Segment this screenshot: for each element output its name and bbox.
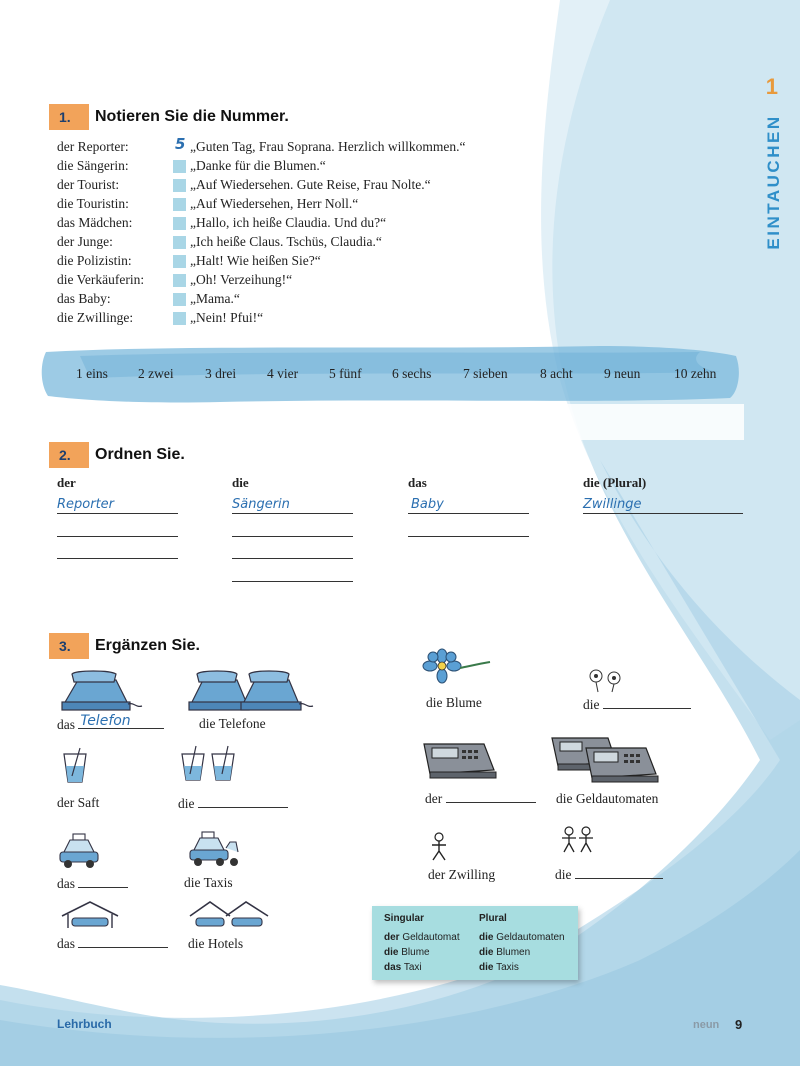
saft-caption: der Saft bbox=[57, 795, 100, 810]
hotels-caption: die Hotels bbox=[188, 936, 244, 951]
number-word: 2 zwei bbox=[138, 366, 174, 381]
answer-box[interactable] bbox=[173, 217, 186, 230]
chapter-number: 1 bbox=[765, 74, 778, 99]
telefone-caption: die Telefone bbox=[199, 716, 266, 731]
column-header-plural: die (Plural) bbox=[583, 475, 647, 490]
person-label: die Zwillinge: bbox=[57, 310, 134, 325]
number-word: 6 sechs bbox=[392, 366, 432, 381]
list-item bbox=[57, 135, 617, 158]
number-word: 4 vier bbox=[267, 366, 299, 381]
saefte-caption bbox=[178, 795, 288, 812]
list-item bbox=[57, 158, 617, 177]
article: die bbox=[555, 867, 572, 882]
answer-line[interactable] bbox=[232, 540, 353, 559]
article: das bbox=[57, 876, 75, 891]
person-label: das Mädchen: bbox=[57, 215, 133, 230]
hotel-caption bbox=[57, 935, 168, 952]
answer-line[interactable] bbox=[78, 935, 168, 948]
page-number: 9 bbox=[735, 1017, 743, 1032]
person-label: die Polizistin: bbox=[57, 253, 132, 268]
list-item bbox=[57, 215, 617, 234]
answer-line[interactable] bbox=[78, 875, 128, 888]
person-label: der Tourist: bbox=[57, 177, 120, 192]
answer-line[interactable] bbox=[198, 795, 288, 808]
quote-text: „Auf Wiedersehen. Gute Reise, Frau Nolte.“ bbox=[190, 177, 431, 192]
answer-line[interactable] bbox=[583, 495, 743, 514]
hotel-icon bbox=[60, 900, 120, 930]
answer-line[interactable] bbox=[78, 713, 164, 729]
number-word: 8 acht bbox=[540, 366, 573, 381]
exercise-2-badge: 2. bbox=[49, 442, 89, 468]
list-item bbox=[57, 272, 617, 291]
exercise-3-badge: 3. bbox=[49, 633, 89, 659]
singular-entry: der Geldautomat bbox=[384, 932, 460, 943]
quote-text: „Hallo, ich heiße Claudia. Und du?“ bbox=[190, 215, 387, 230]
answer-line[interactable] bbox=[57, 495, 178, 514]
taxis-caption: die Taxis bbox=[184, 875, 233, 890]
list-item bbox=[57, 253, 617, 272]
telephone-icon bbox=[58, 668, 144, 714]
person-label: die Touristin: bbox=[57, 196, 129, 211]
blume-caption: die Blume bbox=[426, 695, 482, 710]
taxi-caption bbox=[57, 875, 128, 892]
number-word: 5 fünf bbox=[329, 366, 362, 381]
answer-box[interactable] bbox=[173, 160, 186, 173]
grammar-box bbox=[372, 906, 578, 980]
flower-icon bbox=[424, 650, 492, 684]
example-answer: Sängerin bbox=[232, 497, 290, 512]
answer-box[interactable] bbox=[173, 274, 186, 287]
twins-icon bbox=[560, 826, 596, 854]
example-answer: Reporter bbox=[57, 497, 115, 512]
quote-text: „Guten Tag, Frau Soprana. Herzlich willkommen.“ bbox=[190, 139, 466, 154]
exercise-2-title: Ordnen Sie. bbox=[95, 446, 185, 463]
answer-line[interactable] bbox=[575, 866, 663, 879]
taxi-icon bbox=[58, 832, 100, 872]
example-answer: Zwillinge bbox=[583, 497, 642, 512]
exercise-3-title: Ergänzen Sie. bbox=[95, 637, 200, 654]
number-word: 3 drei bbox=[205, 366, 237, 381]
quote-text: „Oh! Verzeihung!“ bbox=[190, 272, 293, 287]
list-item bbox=[57, 196, 617, 215]
plural-entry: die Geldautomaten bbox=[479, 932, 565, 943]
telephones-icon bbox=[185, 668, 315, 714]
singular-entry: das Taxi bbox=[384, 962, 422, 973]
cash-machine-icon bbox=[422, 740, 502, 782]
quote-text: „Danke für die Blumen.“ bbox=[190, 158, 326, 173]
quote-text: „Ich heiße Claus. Tschüs, Claudia.“ bbox=[190, 234, 382, 249]
quote-text: „Halt! Wie heißen Sie?“ bbox=[190, 253, 321, 268]
number-word: 1 eins bbox=[76, 366, 108, 381]
child-icon bbox=[428, 832, 450, 862]
plural-entry: die Taxis bbox=[479, 962, 519, 973]
example-answer: Telefon bbox=[80, 713, 131, 729]
answer-line[interactable] bbox=[408, 518, 529, 537]
zwilling-caption: der Zwilling bbox=[428, 867, 496, 882]
answer-box[interactable] bbox=[173, 255, 186, 268]
column-header-die: die bbox=[232, 475, 249, 490]
example-answer: Baby bbox=[411, 497, 444, 512]
list-item bbox=[57, 234, 617, 253]
answer-box[interactable] bbox=[173, 312, 186, 325]
answer-line[interactable] bbox=[232, 495, 353, 514]
person-label: die Verkäuferin: bbox=[57, 272, 145, 287]
quote-text: „Auf Wiedersehen, Herr Noll.“ bbox=[190, 196, 359, 211]
answer-line[interactable] bbox=[232, 518, 353, 537]
telefon-caption bbox=[57, 713, 164, 733]
glasses-icon bbox=[180, 744, 240, 784]
answer-line[interactable] bbox=[408, 495, 529, 514]
singular-header: Singular bbox=[384, 913, 425, 924]
answer-line[interactable] bbox=[446, 790, 536, 803]
answer-box[interactable] bbox=[173, 236, 186, 249]
hotels-icon bbox=[188, 898, 270, 932]
article: das bbox=[57, 936, 75, 951]
answer-line[interactable] bbox=[57, 518, 178, 537]
article: das bbox=[57, 717, 75, 732]
glass-icon bbox=[60, 746, 90, 786]
answer-line[interactable] bbox=[57, 540, 178, 559]
singular-entry: die Blume bbox=[384, 947, 430, 958]
page-number-word: neun bbox=[693, 1019, 720, 1031]
answer-box[interactable] bbox=[173, 293, 186, 306]
answer-number[interactable]: 5 bbox=[175, 135, 186, 153]
zwillinge-caption bbox=[555, 866, 663, 883]
chapter-title: EINTAUCHEN bbox=[764, 114, 783, 250]
flowers-icon bbox=[586, 668, 626, 694]
number-word: 9 neun bbox=[604, 366, 641, 381]
list-item bbox=[57, 177, 617, 196]
list-item bbox=[57, 310, 617, 329]
plural-header: Plural bbox=[479, 913, 507, 924]
person-label: der Reporter: bbox=[57, 139, 129, 154]
geldautomaten-caption: die Geldautomaten bbox=[556, 791, 659, 806]
number-word: 10 zehn bbox=[674, 366, 717, 381]
answer-line[interactable] bbox=[603, 696, 691, 709]
exercise-1-title: Notieren Sie die Nummer. bbox=[95, 108, 289, 125]
article: der bbox=[425, 791, 443, 806]
column-header-der: der bbox=[57, 475, 76, 490]
quote-text: „Mama.“ bbox=[190, 291, 240, 306]
geldautomat-caption bbox=[425, 790, 536, 807]
exercise-1-badge: 1. bbox=[49, 104, 89, 130]
article: die bbox=[583, 697, 600, 712]
answer-line[interactable] bbox=[232, 563, 353, 582]
article: die bbox=[178, 796, 195, 811]
answer-box[interactable] bbox=[173, 179, 186, 192]
list-item bbox=[57, 291, 617, 310]
plural-entry: die Blumen bbox=[479, 947, 531, 958]
blumen-caption bbox=[583, 696, 691, 713]
footer-book-label: Lehrbuch bbox=[57, 1017, 112, 1031]
person-label: der Junge: bbox=[57, 234, 113, 249]
answer-box[interactable] bbox=[173, 198, 186, 211]
person-label: die Sängerin: bbox=[57, 158, 129, 173]
taxis-icon bbox=[188, 830, 240, 872]
quote-text: „Nein! Pfui!“ bbox=[190, 310, 264, 325]
person-label: das Baby: bbox=[57, 291, 111, 306]
cash-machines-icon bbox=[550, 734, 662, 784]
column-header-das: das bbox=[408, 475, 427, 490]
number-word: 7 sieben bbox=[463, 366, 508, 381]
